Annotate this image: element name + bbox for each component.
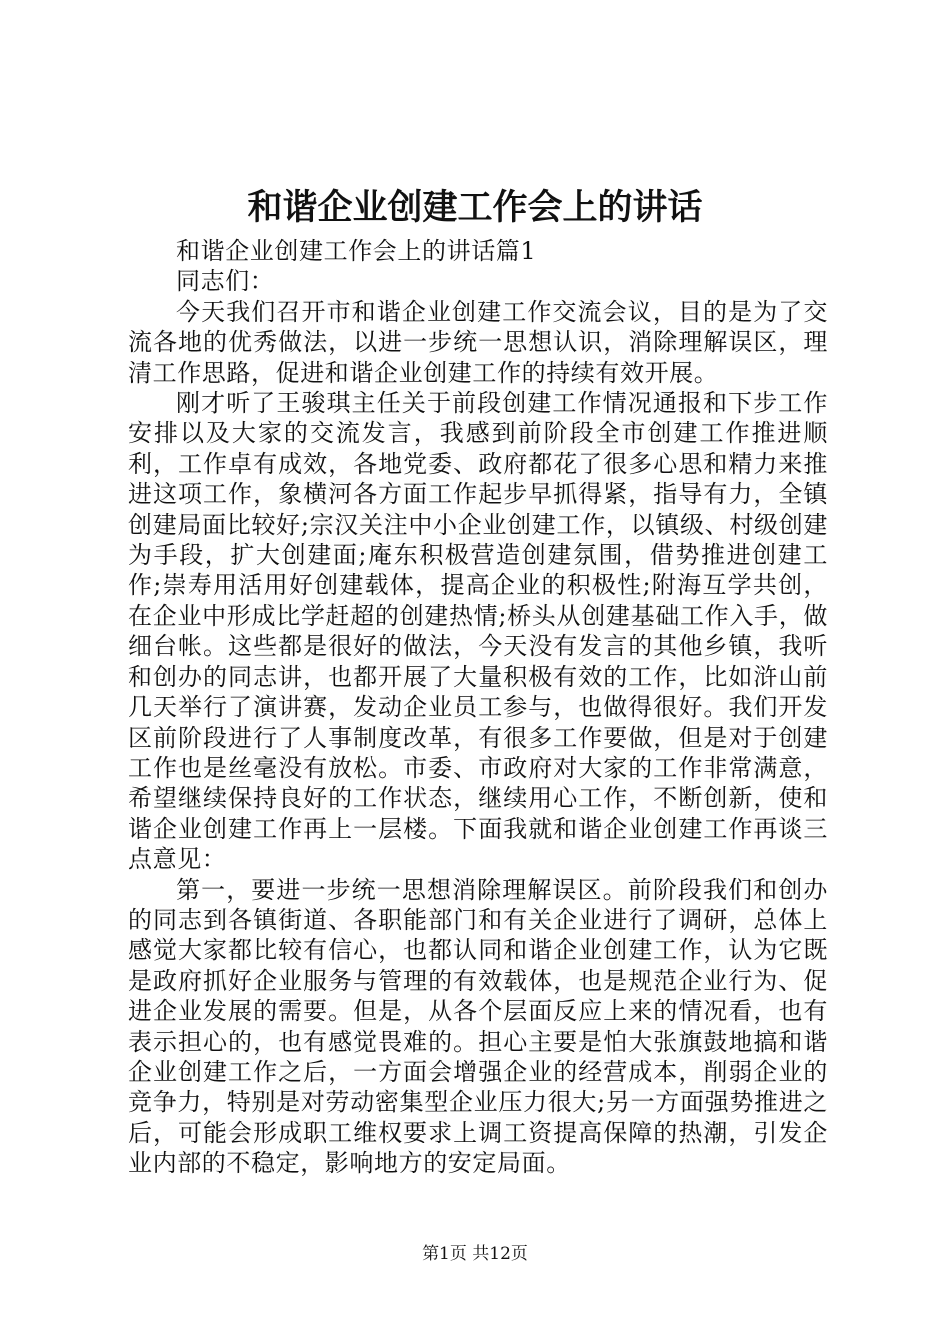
page-footer: 第1页 共12页 bbox=[422, 1244, 528, 1264]
document-body bbox=[128, 236, 828, 1179]
paragraph: 第一，要进一步统一思想消除理解误区。前阶段我们和创办的同志到各镇街道、各职能部门和有关企业进行了调研，总体上感觉大家都比较有信心，也都认同和谐企业创建工作，认为它既是政府抓好企业服务与管理的有效载体，也是规范企业行为、促进企业发展的需要。但是，从各个层面反应上来的情况看，也有表示担心的，也有感觉畏难的。担心主要是怕大张旗鼓地搞和谐企业创建工作之后，一方面会增强企业的经营成本，削弱企业的竞争力，特别是对劳动密集型企业压力很大;另一方面强势推进之后，可能会形成职工维权要求上调工资提高保障的热潮，引发企业内部的不稳定，影响地方的安定局面。 bbox=[128, 875, 828, 1178]
salutation: 同志们： bbox=[176, 267, 275, 296]
paragraph: 今天我们召开市和谐企业创建工作交流会议，目的是为了交流各地的优秀做法，以进一步统一思想认识，消除理解误区，理清工作思路，促进和谐企业创建工作的持续有效开展。 bbox=[128, 297, 828, 387]
paragraph: 刚才听了王骏琪主任关于前段创建工作情况通报和下步工作安排以及大家的交流发言，我感到前阶段全市创建工作推进顺利，工作卓有成效，各地党委、政府都花了很多心思和精力来推进这项工作，象横河各方面工作起步早抓得紧，指导有力，全镇创建局面比较好;宗汉关注中小企业创建工作，以镇级、村级创建为手段，扩大创建面;庵东积极营造创建氛围，借势推进创建工作;崇寿用活用好创建载体，提高企业的积极性;附海互学共创，在企业中形成比学赶超的创建热情;桥头从创建基础工作入手，做细台帐。这些都是很好的做法，今天没有发言的其他乡镇，我听和创办的同志讲，也都开展了大量积极有效的工作，比如浒山前几天举行了演讲赛，发动企业员工参与，也做得很好。我们开发区前阶段进行了人事制度改革，有很多工作要做，但是对于创建工作也是丝毫没有放松。市委、市政府对大家的工作非常满意，希望继续保持良好的工作状态，继续用心工作，不断创新，使和谐企业创建工作再上一层楼。下面我就和谐企业创建工作再谈三点意见： bbox=[128, 389, 828, 874]
document-title: 和谐企业创建工作会上的讲话 bbox=[247, 187, 703, 228]
section-heading: 和谐企业创建工作会上的讲话篇1 bbox=[176, 237, 537, 265]
